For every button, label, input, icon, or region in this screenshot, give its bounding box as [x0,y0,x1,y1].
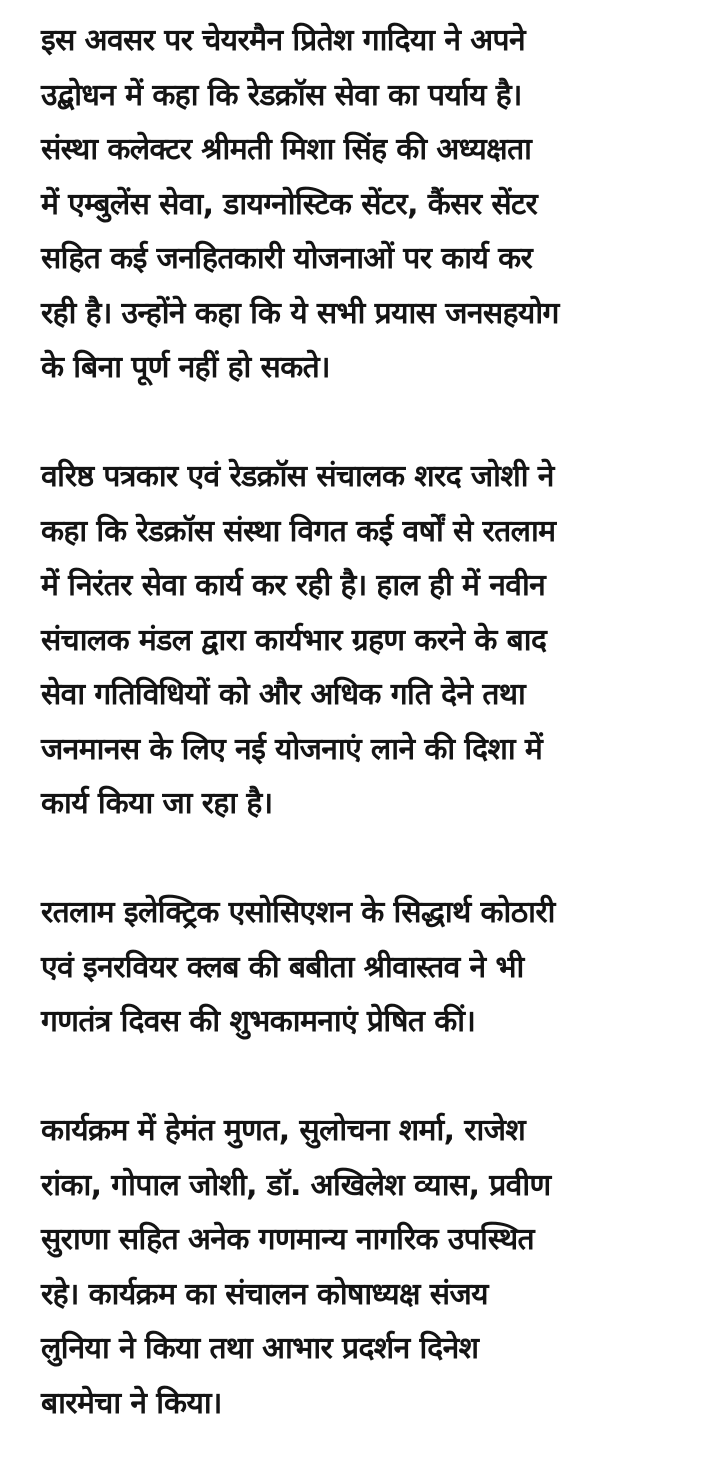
text-line: सुराणा सहित अनेक गणमान्य नागरिक उपस्थित [41,1222,535,1257]
text-line: कहा कि रेडक्रॉस संस्था विगत कई वर्षों से रतलाम [41,513,556,549]
text-line: सहित कई जनहितकारी योजनाओं पर कार्य कर [41,241,533,276]
paragraph-director-statement [41,450,702,832]
text-line: में निरंतर सेवा कार्य कर रही है। हाल ही में नवीन [41,568,546,603]
text-line: कार्य किया जा रहा है। [41,786,273,821]
text-line: रहे। कार्यक्रम का संचालन कोषाध्यक्ष संजय [41,1276,488,1312]
text-line: गणतंत्र दिवस की शुभकामनाएं प्रेषित कीं। [41,1004,476,1039]
text-line: सेवा गतिविधियों को और अधिक गति देने तथा [41,677,526,712]
text-line: के बिना पूर्ण नहीं हो सकते। [41,350,330,385]
text-line: बारमेचा ने किया। [41,1385,222,1421]
text-line: इस अवसर पर चेयरमैन प्रितेश गादिया ने अपने [41,23,526,58]
text-line: रही है। उन्होंने कहा कि ये सभी प्रयास जनसहयोग [41,295,559,331]
text-line: रतलाम इलेक्ट्रिक एसोसिएशन के सिद्धार्थ कोठारी [41,895,555,930]
text-line: वरिष्ठ पत्रकार एवं रेडक्रॉस संचालक शरद जोशी ने [41,459,554,494]
text-line: जनमानस के लिए नई योजनाएं लाने की दिशा में [41,731,543,767]
text-line: में एम्बुलेंस सेवा, डायग्नोस्टिक सेंटर, कैंसर सेंटर [41,186,538,222]
text-line: संचालक मंडल द्वारा कार्यभार ग्रहण करने के बाद [41,622,547,658]
text-line: कार्यक्रम में हेमंत मुणत, सुलोचना शर्मा, राजेश [41,1113,526,1148]
text-line: लुनिया ने किया तथा आभार प्रदर्शन दिनेश [41,1331,479,1366]
text-line: उद्बोधन में कहा कि रेडक्रॉस सेवा का पर्याय है। [41,77,522,113]
text-line: रांका, गोपाल जोशी, डॉ. अखिलेश व्यास, प्रवीण [41,1167,551,1203]
paragraph-attendees [41,1104,702,1431]
text-line: एवं इनरवियर क्लब की बबीता श्रीवास्तव ने भी [41,949,524,985]
paragraph-greetings [41,886,702,1050]
text-line: संस्था कलेक्टर श्रीमती मिशा सिंह की अध्यक्षता [41,132,532,167]
paragraph-chairman-address [41,14,702,396]
